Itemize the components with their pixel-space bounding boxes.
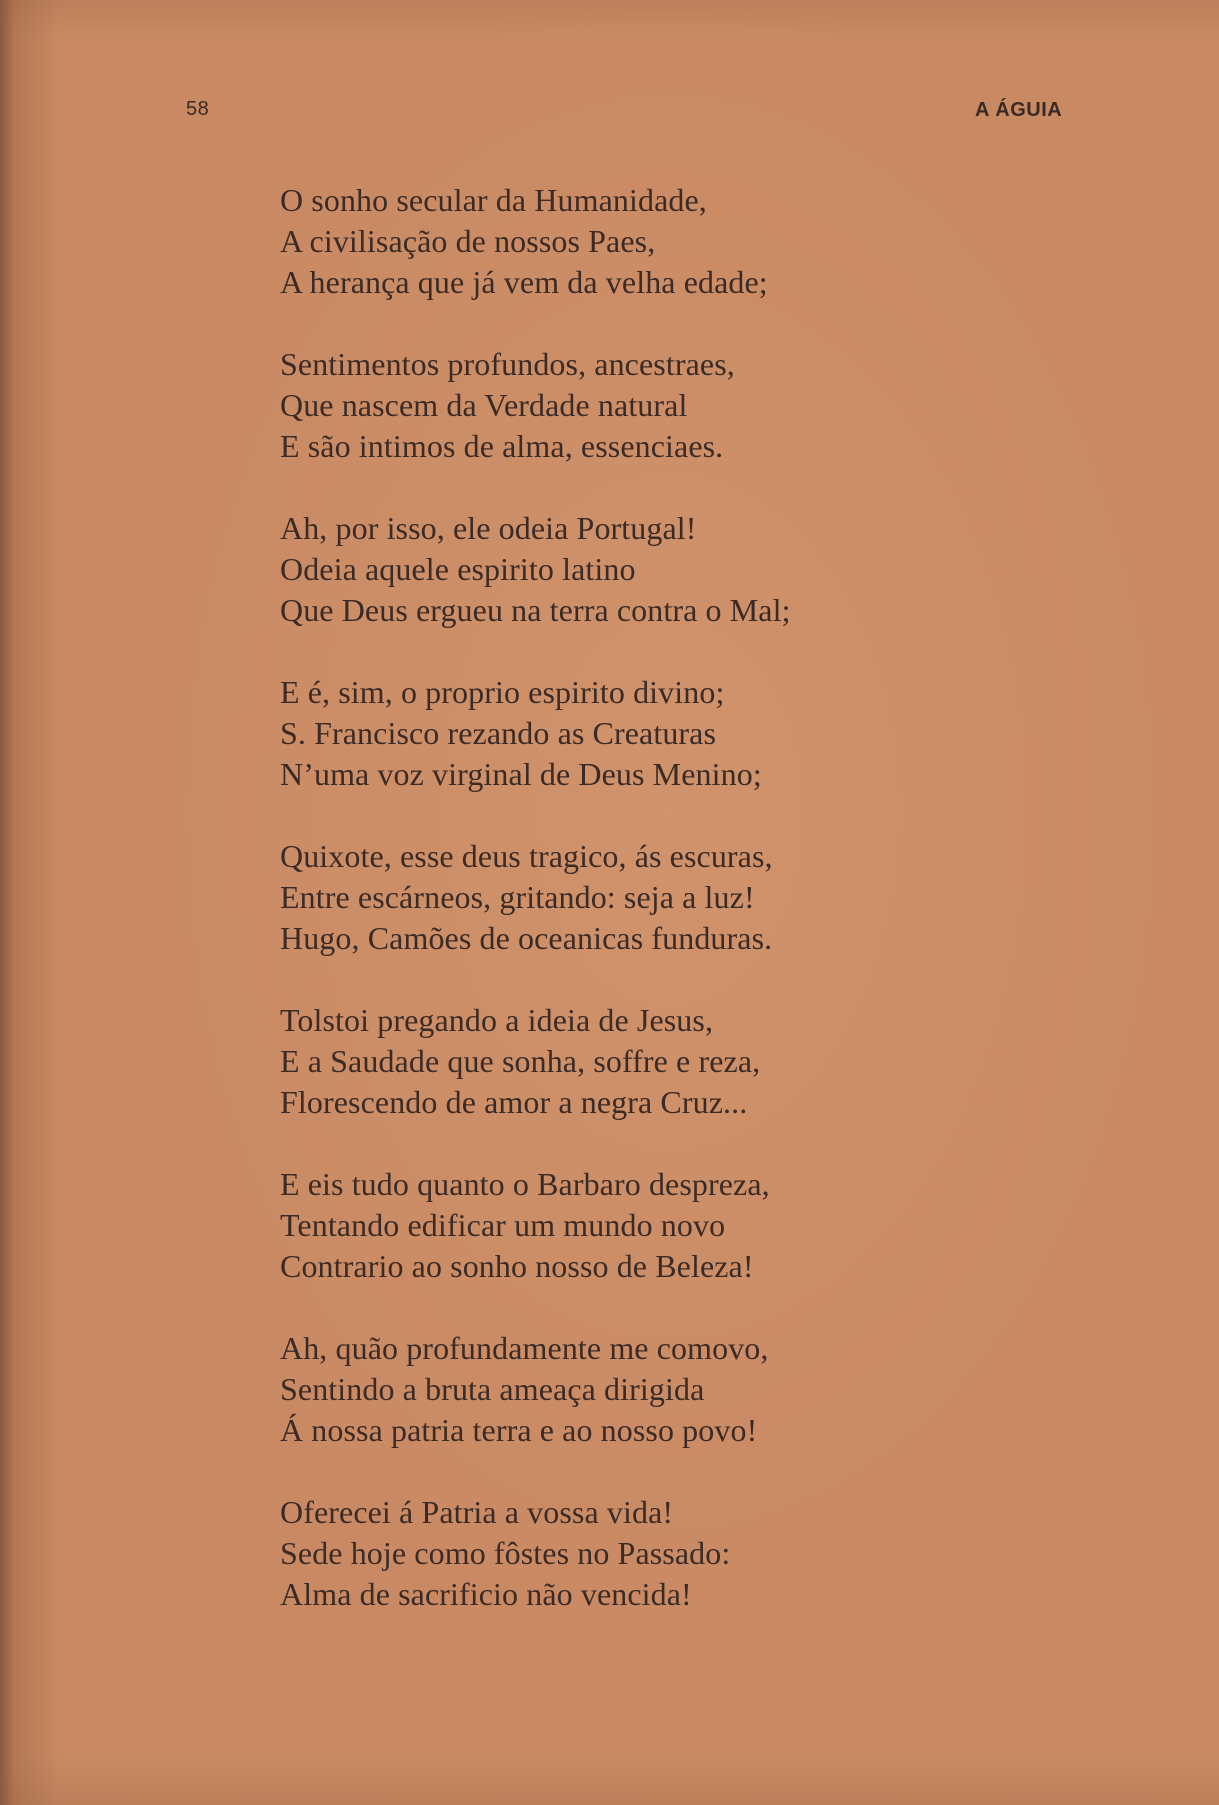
poem-line: Oferecei á Patria a vossa vida! xyxy=(280,1494,674,1530)
poem-line: S. Francisco rezando as Creaturas xyxy=(280,715,717,751)
stanza xyxy=(280,1492,1040,1615)
stanza xyxy=(280,180,1040,303)
running-title: A ÁGUIA xyxy=(975,99,1063,121)
poem-line: Ah, por isso, ele odeia Portugal! xyxy=(280,510,697,546)
page-binding-edge xyxy=(0,0,14,1805)
poem-line: Quixote, esse deus tragico, ás escuras, xyxy=(280,838,773,874)
poem-line: E a Saudade que sonha, soffre e reza, xyxy=(280,1043,761,1079)
poem-line: Odeia aquele espirito latino xyxy=(280,551,636,587)
poem-line: Hugo, Camões de oceanicas funduras. xyxy=(280,920,773,956)
poem-line: Tentando edificar um mundo novo xyxy=(280,1207,726,1243)
poem-line: Florescendo de amor a negra Cruz... xyxy=(280,1084,748,1120)
poem xyxy=(280,180,1040,1615)
poem-line: Contrario ao sonho nosso de Beleza! xyxy=(280,1248,754,1284)
stanza xyxy=(280,1000,1040,1123)
poem-line: E é, sim, o proprio espirito divino; xyxy=(280,674,725,710)
poem-line: N’uma voz virginal de Deus Menino; xyxy=(280,756,762,792)
poem-line: Que Deus ergueu na terra contra o Mal; xyxy=(280,592,791,628)
poem-line: E eis tudo quanto o Barbaro despreza, xyxy=(280,1166,770,1202)
poem-line: Ah, quão profundamente me comovo, xyxy=(280,1330,769,1366)
poem-line: Sentindo a bruta ameaça dirigida xyxy=(280,1371,705,1407)
stanza xyxy=(280,836,1040,959)
stanza xyxy=(280,508,1040,631)
poem-line: Á nossa patria terra e ao nosso povo! xyxy=(280,1412,758,1448)
stanza xyxy=(280,1164,1040,1287)
poem-line: A herança que já vem da velha edade; xyxy=(280,264,768,300)
stanza xyxy=(280,344,1040,467)
poem-line: Tolstoi pregando a ideia de Jesus, xyxy=(280,1002,714,1038)
poem-line: Entre escárneos, gritando: seja a luz! xyxy=(280,879,755,915)
stanza xyxy=(280,672,1040,795)
poem-line: A civilisação de nossos Paes, xyxy=(280,223,656,259)
poem-line: E são intimos de alma, essenciaes. xyxy=(280,428,724,464)
poem-line: Sede hoje como fôstes no Passado: xyxy=(280,1535,731,1571)
page-number: 58 xyxy=(186,98,210,120)
poem-line: Que nascem da Verdade natural xyxy=(280,387,688,423)
poem-line: O sonho secular da Humanidade, xyxy=(280,182,707,218)
poem-line: Alma de sacrificio não vencida! xyxy=(280,1576,692,1612)
poem-line: Sentimentos profundos, ancestraes, xyxy=(280,346,735,382)
stanza xyxy=(280,1328,1040,1451)
